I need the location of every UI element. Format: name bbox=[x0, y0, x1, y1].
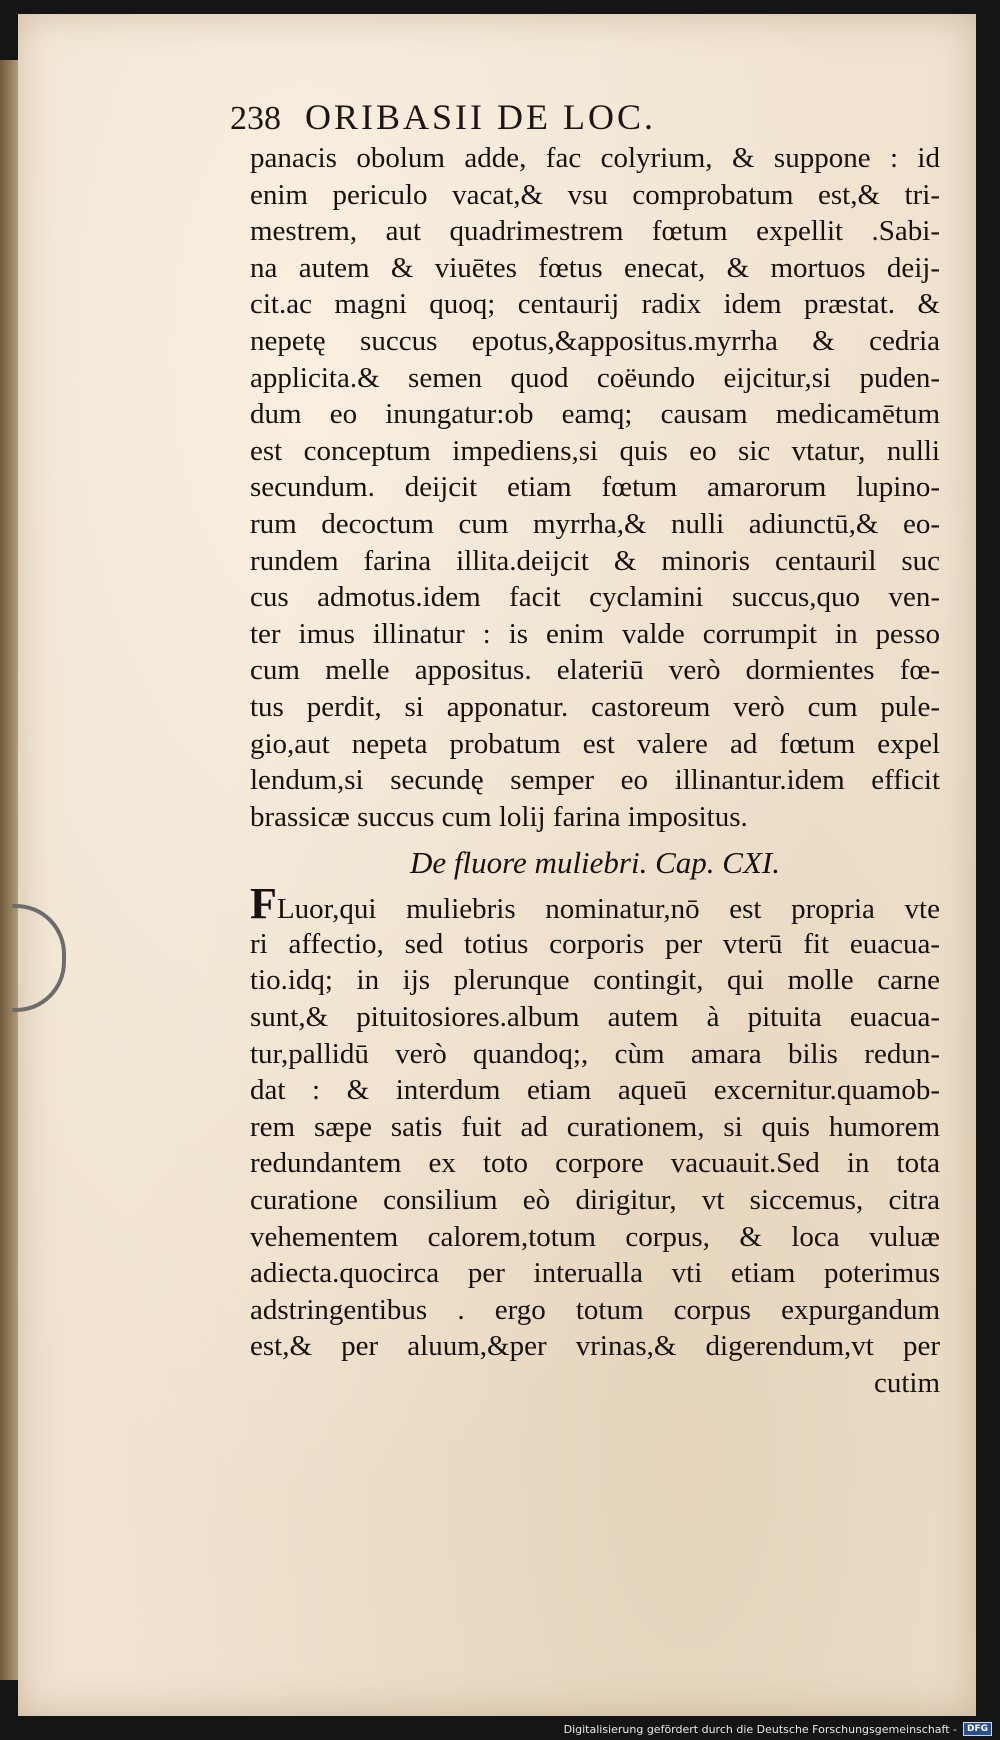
text-block bbox=[250, 140, 940, 1402]
text-line: ter imus illinatur : is enim valde corrumpit in pesso bbox=[250, 617, 940, 650]
text-line: rem sæpe satis fuit ad curationem, si quis humorem bbox=[250, 1110, 940, 1143]
text-line: dat : & interdum etiam aqueū excernitur.quamob- bbox=[250, 1074, 940, 1107]
chapter-first-line bbox=[250, 889, 940, 926]
text-line: ri affectio, sed totius corporis per vterū fit euacua- bbox=[250, 927, 940, 960]
chapter-title: De fluore muliebri. Cap. CXI. bbox=[410, 845, 780, 881]
text-line: vehementem calorem,totum corpus, & loca vuluæ bbox=[250, 1220, 940, 1253]
text-line: sunt,& pituitosiores.album autem à pituita euacua- bbox=[250, 1001, 940, 1034]
text-line: redundantem ex toto corpore vacuauit.Sed in tota bbox=[250, 1147, 940, 1180]
text-line: mestrem, aut quadrimestrem fœtum expellit .Sabi- bbox=[250, 215, 940, 248]
text-line: brassicæ succus cum lolij farina impositus. bbox=[250, 800, 748, 833]
first-line-text: Luor,qui muliebris nominatur,nō est propria vte bbox=[276, 893, 940, 926]
text-line: tur,pallidū verò quandoq;, cùm amara bilis redun- bbox=[250, 1037, 940, 1070]
text-line: cit.ac magni quoq; centaurij radix idem præstat. & bbox=[250, 288, 940, 321]
running-title: ORIBASII DE LOC. bbox=[305, 97, 656, 137]
page-clip bbox=[12, 904, 66, 1012]
page-number: 238 bbox=[230, 100, 281, 137]
text-line: applicita.& semen quod coëundo eijcitur,si puden- bbox=[250, 361, 940, 394]
paragraph-previous-chapter bbox=[250, 140, 940, 835]
text-line: dum eo inungatur:ob eamq; causam medicamētum bbox=[250, 398, 940, 431]
text-line: secundum. deijcit etiam fœtum amarorum lupino- bbox=[250, 471, 940, 504]
text-line: curatione consilium eò dirigitur, vt siccemus, citra bbox=[250, 1184, 940, 1217]
text-line: cum melle appositus. elateriū verò dormientes fœ- bbox=[250, 654, 940, 687]
text-line: enim periculo vacat,& vsu comprobatum est,& tri- bbox=[250, 178, 940, 211]
text-line: est,& per aluum,&per vrinas,& digerendum,vt per bbox=[250, 1330, 940, 1363]
dfg-logo-icon: DFG bbox=[963, 1722, 992, 1736]
catchword: cutim bbox=[873, 1367, 940, 1399]
text-line: na autem & viuētes fœtus enecat, & mortuos deij- bbox=[250, 251, 940, 284]
text-line: adstringentibus . ergo totum corpus expurgandum bbox=[250, 1293, 940, 1326]
digitization-footer bbox=[564, 1720, 992, 1738]
drop-cap: F bbox=[250, 889, 277, 926]
text-line: tio.idq; in ijs plerunque contingit, qui molle carne bbox=[250, 964, 940, 997]
text-line: cus admotus.idem facit cyclamini succus,quo ven- bbox=[250, 581, 940, 614]
text-line: rum decoctum cum myrrha,& nulli adiunctū,& eo- bbox=[250, 507, 940, 540]
text-line: panacis obolum adde, fac colyrium, & suppone : id bbox=[250, 142, 940, 174]
running-head bbox=[230, 92, 830, 142]
footer-credit: Digitalisierung gefördert durch die Deutsche Forschungsgemeinschaft - bbox=[563, 1722, 957, 1736]
text-line: adiecta.quocirca per interualla vti etiam poterimus bbox=[250, 1257, 940, 1290]
text-line: nepetę succus epotus,&appositus.myrrha & cedria bbox=[250, 324, 940, 357]
text-line: tus perdit, si apponatur. castoreum verò cum pule- bbox=[250, 690, 940, 723]
text-line: lendum,si secundę semper eo illinantur.idem efficit bbox=[250, 764, 940, 797]
text-line: est conceptum impediens,si quis eo sic vtatur, nulli bbox=[250, 434, 940, 467]
paragraph-chapter-111 bbox=[250, 926, 940, 1365]
text-line: gio,aut nepeta probatum est valere ad fœtum expel bbox=[250, 727, 940, 760]
text-line: rundem farina illita.deijcit & minoris centauril suc bbox=[250, 544, 940, 577]
